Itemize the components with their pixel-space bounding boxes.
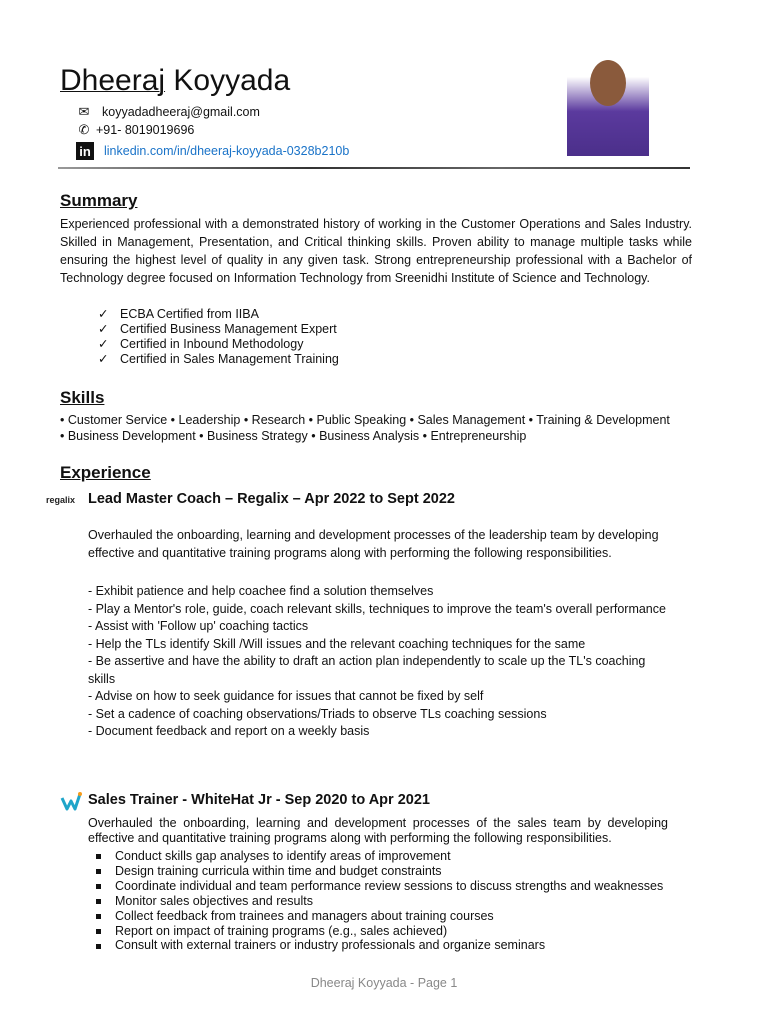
summary-heading: Summary — [60, 191, 138, 210]
certifications-list — [98, 307, 339, 367]
responsibility: - Help the TLs identify Skill /Will issues and the relevant coaching techniques for the same — [88, 636, 586, 651]
regalix-logo: regalix — [46, 495, 76, 505]
responsibility: - Assist with 'Follow up' coaching tactics — [88, 619, 309, 633]
job-responsibilities — [96, 849, 663, 953]
skills-line: • Customer Service • Leadership • Research • Public Speaking • Sales Management • Training & Development — [60, 413, 670, 427]
responsibility: Report on impact of training programs (e.g., sales achieved) — [96, 924, 663, 939]
email-icon: ✉ — [78, 104, 90, 119]
job-intro: Overhauled the onboarding, learning and development processes of the sales team by developing effective and quantitative training programs along with performing the following responsibilities. — [88, 816, 668, 845]
linkedin-row — [76, 142, 349, 160]
responsibility: - Set a cadence of coaching observations/Triads to observe TLs coaching sessions — [88, 706, 547, 721]
certification: ✓ Certified in Inbound Methodology — [98, 337, 339, 352]
responsibility: Conduct skills gap analyses to identify areas of improvement — [96, 849, 663, 864]
skills-heading: Skills — [60, 388, 105, 407]
certification: ✓ Certified Business Management Expert — [98, 322, 339, 337]
responsibility: Coordinate individual and team performance review sessions to discuss strengths and weaknesses — [96, 879, 663, 894]
job-responsibilities — [88, 583, 668, 741]
phone-row — [76, 122, 194, 138]
responsibility: - Play a Mentor's role, guide, coach relevant skills, techniques to improve the team's overall performance — [88, 601, 666, 616]
phone-icon: ✆ — [78, 122, 90, 137]
certification: ✓ Certified in Sales Management Training — [98, 352, 339, 367]
linkedin-icon: in — [76, 142, 94, 160]
responsibility: Monitor sales objectives and results — [96, 894, 663, 909]
responsibility: - Be assertive and have the ability to draft an action plan independently to scale up the TL's coaching skills — [88, 654, 646, 686]
job-title: Lead Master Coach – Regalix – Apr 2022 to Sept 2022 — [88, 491, 455, 507]
linkedin-link[interactable]: linkedin.com/in/dheeraj-koyyada-0328b210b — [104, 144, 350, 158]
header-divider — [58, 167, 690, 169]
candidate-name: Dheeraj Koyyada — [60, 64, 291, 97]
phone: +91- 8019019696 — [96, 123, 195, 137]
skills-list — [60, 412, 670, 444]
profile-photo-face — [590, 60, 626, 106]
responsibility: - Document feedback and report on a weekly basis — [88, 724, 370, 738]
experience-heading: Experience — [60, 463, 151, 482]
responsibility: - Exhibit patience and help coachee find a solution themselves — [88, 584, 434, 598]
job-intro: Overhauled the onboarding, learning and development processes of the leadership team by developing effective and quantitative training programs along with performing the following responsibilities. — [88, 528, 659, 560]
responsibility: - Advise on how to seek guidance for issues that cannot be fixed by self — [88, 689, 484, 703]
skills-line: • Business Development • Business Strategy • Business Analysis • Entrepreneurship — [60, 429, 527, 443]
summary-text: Experienced professional with a demonstrated history of working in the Customer Operations and Sales Industry. Skilled in Management, Presentation, and Critical thinking skills. Proven ability to manage multiple tasks while ensuring the highest level of quality in any given task. Strong entrepreneurship professional with a Bachelor of Technology degree focused on Information Technology from Sreenidhi Institute of Science and Technology. — [60, 217, 692, 285]
whitehat-logo-icon — [60, 790, 82, 817]
responsibility: Collect feedback from trainees and managers about training courses — [96, 909, 663, 924]
email-row — [76, 104, 260, 120]
certification: ✓ ECBA Certified from IIBA — [98, 307, 339, 322]
email[interactable]: koyyadadheeraj@gmail.com — [102, 105, 260, 119]
responsibility: Design training curricula within time and budget constraints — [96, 864, 663, 879]
job-title: Sales Trainer - WhiteHat Jr - Sep 2020 to Apr 2021 — [88, 792, 430, 808]
responsibility: Consult with external trainers or industry professionals and organize seminars — [96, 938, 663, 953]
page-footer: Dheeraj Koyyada - Page 1 — [310, 976, 458, 990]
